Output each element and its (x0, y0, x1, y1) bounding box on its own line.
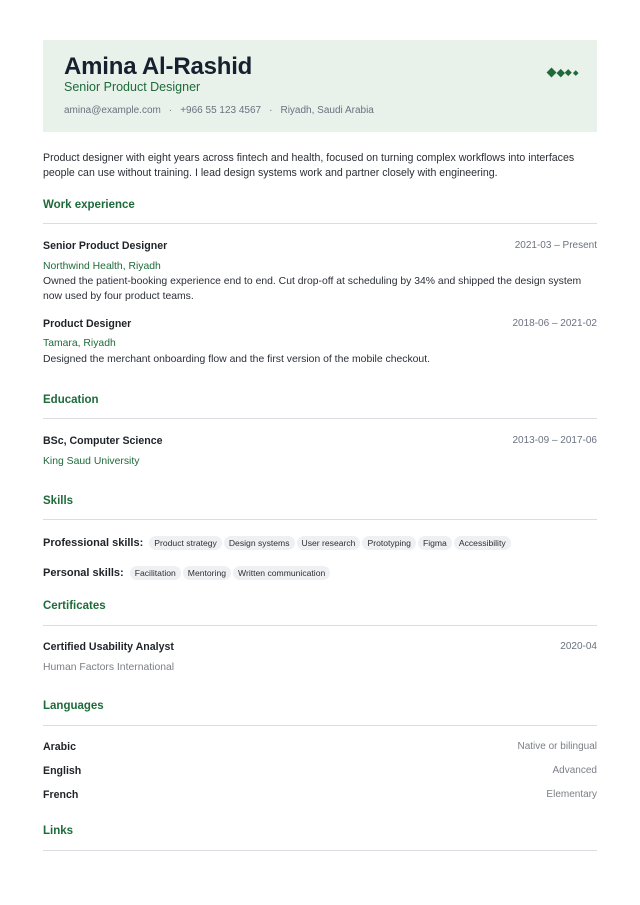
skill-chip: Design systems (224, 536, 295, 550)
section-divider (43, 725, 597, 726)
professional-skills-label: Professional skills: (43, 537, 144, 549)
profile-summary: Product designer with eight years across fintech and health, focused on turning complex workflows into interfaces people can use without training. I lead design systems work and partner closely with engineering. (43, 152, 575, 179)
diamond-icon (556, 69, 564, 77)
candidate-name: Amina Al-Rashid (64, 53, 253, 80)
section-divider (43, 850, 597, 851)
section-title-languages: Languages (43, 700, 104, 712)
degree-title: BSc, Computer Science (43, 435, 163, 447)
skill-chip: Accessibility (454, 536, 511, 550)
diamond-icon (565, 69, 571, 75)
resume-header (43, 40, 597, 132)
certificate-title: Certified Usability Analyst (43, 641, 174, 653)
job-title: Senior Product Designer (43, 240, 168, 252)
professional-skills-row (43, 536, 513, 550)
section-title-certificates: Certificates (43, 600, 106, 612)
skill-chip: User research (297, 536, 361, 550)
contact-separator: · (168, 105, 173, 116)
section-divider (43, 418, 597, 419)
contact-separator: · (269, 105, 273, 116)
diamond-icon (573, 70, 578, 75)
section-divider (43, 625, 597, 626)
job-description: Owned the patient-booking experience end to end. Cut drop-off at scheduling by 34% and shipped the design system now used by four product teams. (43, 276, 582, 302)
section-divider (43, 223, 597, 224)
phone-text: +966 55 123 4567 (180, 105, 262, 116)
section-title-work: Work experience (43, 199, 135, 211)
personal-skills-label: Personal skills: (43, 567, 124, 579)
language-level: Advanced (552, 765, 597, 776)
skill-chip: Product strategy (149, 536, 222, 550)
section-title-links: Links (43, 825, 74, 837)
contact-line (64, 105, 374, 116)
language-name: English (43, 765, 82, 777)
diamond-ornament-icon (548, 69, 578, 76)
language-level: Native or bilingual (517, 741, 597, 752)
certificate-date: 2020-04 (560, 641, 597, 652)
skill-chip: Mentoring (183, 566, 231, 580)
skill-chip: Written communication (233, 566, 330, 580)
skill-chip: Prototyping (362, 536, 415, 550)
language-name: Arabic (43, 741, 76, 753)
job-dates: 2021-03 – Present (514, 240, 597, 251)
section-title-skills: Skills (43, 495, 74, 507)
language-level: Elementary (546, 789, 597, 800)
job-dates: 2018-06 – 2021-02 (512, 318, 597, 329)
job-employer: Tamara, Riyadh (43, 338, 116, 349)
language-name: French (43, 789, 79, 801)
section-title-education: Education (43, 394, 99, 406)
school-name: King Saud University (43, 456, 140, 467)
job-employer: Northwind Health, Riyadh (43, 261, 161, 272)
location-text: Riyadh, Saudi Arabia (280, 105, 374, 116)
skill-chip: Figma (418, 536, 452, 550)
diamond-icon (546, 68, 556, 78)
certificate-issuer: Human Factors International (43, 662, 175, 673)
email-text: amina@example.com (64, 105, 161, 116)
personal-skills-row (43, 566, 332, 580)
job-description: Designed the merchant onboarding flow and the first version of the mobile checkout. (43, 354, 430, 365)
skill-chip: Facilitation (130, 566, 181, 580)
candidate-role: Senior Product Designer (64, 80, 201, 94)
section-divider (43, 519, 597, 520)
degree-dates: 2013-09 – 2017-06 (512, 435, 597, 446)
job-title: Product Designer (43, 318, 132, 330)
